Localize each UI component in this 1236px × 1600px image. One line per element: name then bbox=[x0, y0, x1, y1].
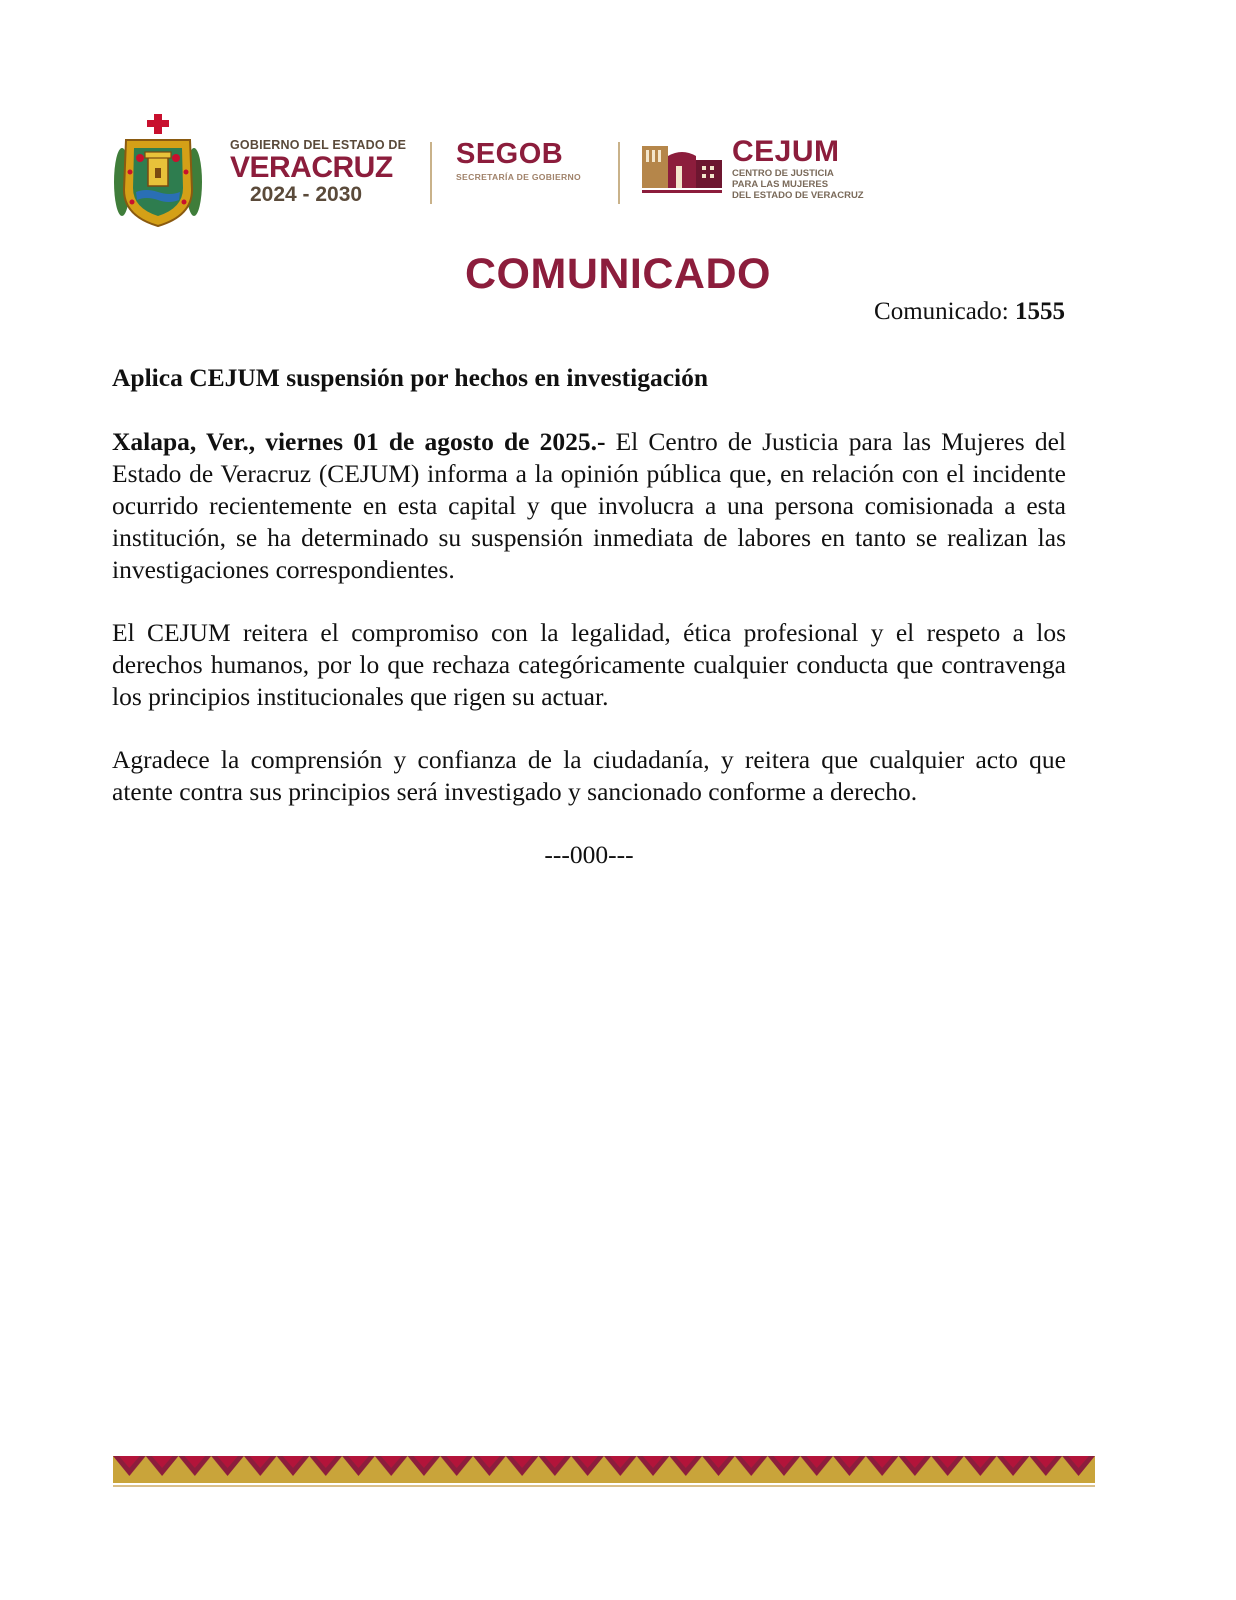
header-logos bbox=[112, 112, 892, 232]
segob-title: SEGOB bbox=[456, 138, 564, 170]
closing-mark: ---000--- bbox=[544, 840, 634, 869]
gov-line2: VERACRUZ bbox=[230, 151, 393, 184]
cejum-title: CEJUM bbox=[732, 135, 840, 168]
paragraph-1 bbox=[112, 426, 1066, 586]
cejum-building-icon bbox=[642, 142, 722, 194]
cejum-logo bbox=[732, 136, 902, 201]
communique-number-label: Comunicado: bbox=[874, 298, 1009, 325]
paragraph-2: El CEJUM reitera el compromiso con la legalidad, ética profesional y el respeto a los derechos humanos, por lo que rechaza categóricamente cualquier conducta que contravenga los principios institucionales que rigen su actuar. bbox=[112, 618, 1066, 711]
cejum-subtitle-2: PARA LAS MUJERES bbox=[732, 179, 829, 190]
paragraph-1-body: El Centro de Justicia para las Mujeres del Estado de Veracruz (CEJUM) informa a la opinión pública que, en relación con el incidente ocurrido recientemente en esta capital y que involucra a una persona comisionada a esta institución, se ha determinado su suspensión inmediata de labores en tanto se realizan las investigaciones correspondientes. bbox=[112, 427, 1066, 584]
communique-number-value: 1555 bbox=[1015, 298, 1065, 325]
segob-subtitle: SECRETARÍA DE GOBIERNO bbox=[456, 172, 582, 182]
veracruz-seal-icon bbox=[112, 112, 204, 228]
logo-divider bbox=[430, 142, 432, 204]
cejum-subtitle-3: DEL ESTADO DE VERACRUZ bbox=[732, 190, 864, 201]
gov-years: 2024 - 2030 bbox=[250, 183, 363, 206]
decorative-footer-band bbox=[113, 1456, 1095, 1490]
headline: Aplica CEJUM suspensión por hechos en investigación bbox=[112, 363, 709, 392]
communique-number bbox=[874, 298, 1065, 326]
cejum-subtitle-1: CENTRO DE JUSTICIA bbox=[732, 168, 834, 179]
page-title: COMUNICADO bbox=[465, 250, 771, 298]
gov-line1: GOBIERNO DEL ESTADO DE bbox=[230, 138, 407, 152]
gobierno-veracruz-logo bbox=[230, 138, 412, 207]
paragraph-3: Agradece la comprensión y confianza de la ciudadanía, y reitera que cualquier acto que atente contra sus principios será investigado y sancionado conforme a derecho. bbox=[112, 745, 1066, 806]
segob-logo bbox=[456, 138, 606, 182]
dateline: Xalapa, Ver., viernes 01 de agosto de 2025.- bbox=[112, 427, 606, 456]
logo-divider bbox=[618, 142, 620, 204]
